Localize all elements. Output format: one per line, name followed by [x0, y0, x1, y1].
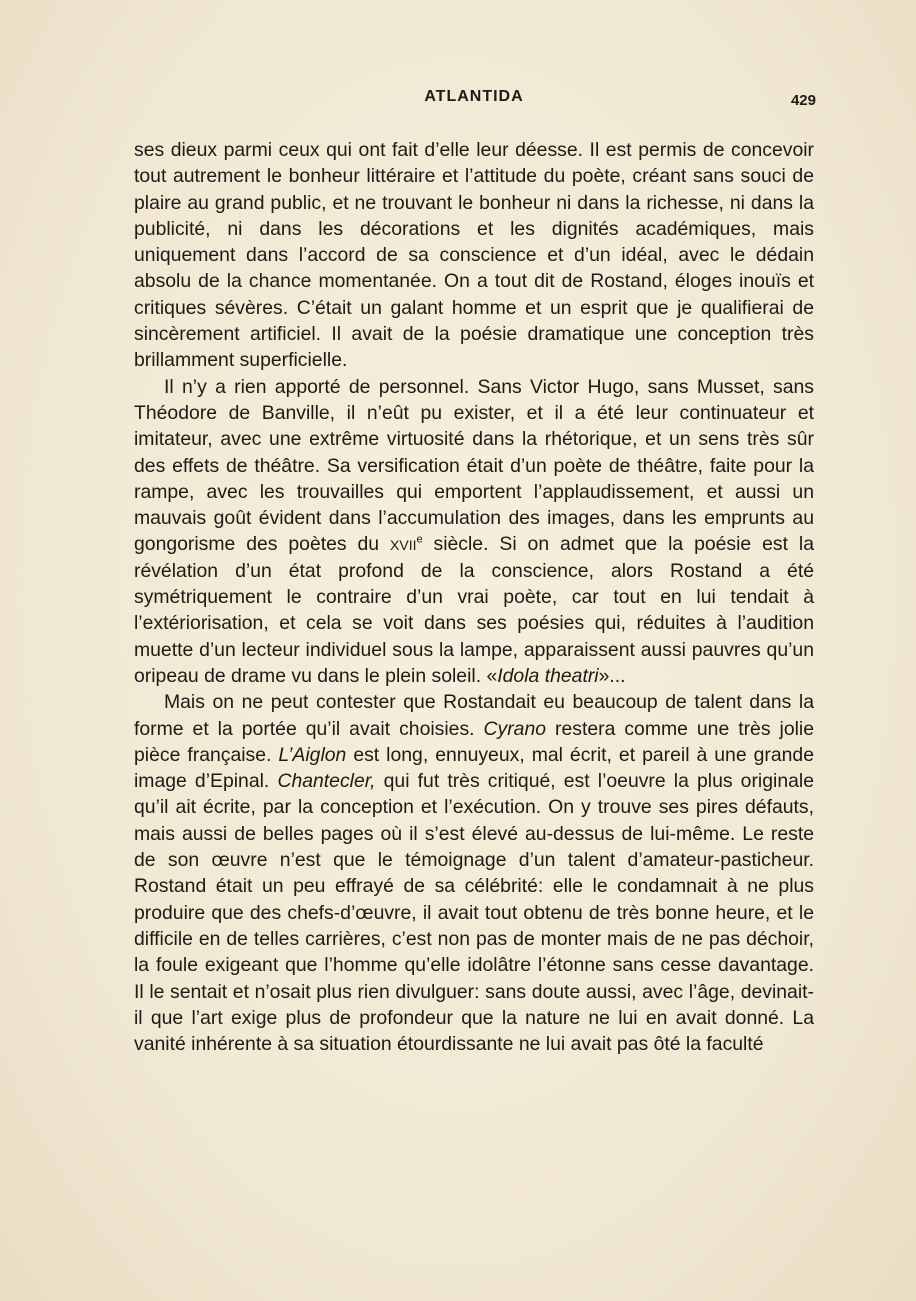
- page-number: 429: [790, 92, 816, 109]
- italic-text: Cyrano: [483, 717, 547, 740]
- running-head: [0, 88, 916, 112]
- text-run: Il n’y a rien apporté de personnel. Sans Victor Hugo, sans Musset, sans Théodore de Banville, il n’eût pu exister, et il a été leur continuateur et imitateur, avec une extrême virtuosité dans la rhétorique, et un sens très sûr des effets de théâtre. Sa versification était d’un poète de théâtre, faite pour la rampe, avec les trouvailles qui emportent l’applaudissement, et aussi un mauvais goût évident dans l’accumulation des images, dans les emprunts au gongorisme des poètes du: [134, 375, 814, 556]
- paragraph-3: [134, 689, 814, 1057]
- small-caps-text: xvii: [390, 533, 417, 556]
- body-text: [134, 137, 814, 1057]
- italic-text: Idola theatri: [497, 664, 599, 687]
- paragraph-1: [134, 137, 814, 374]
- text-run: »...: [598, 664, 626, 687]
- text-run: Mais on ne peut contester que Rostandait eu beaucoup de talent dans la forme et la portée qu’il avait choisies.: [134, 691, 814, 740]
- text-run: qui fut très critiqué, est l’oeuvre la plus originale qu’il ait écrite, par la conception et l’exécution. On y trouve ses pires défauts, mais aussi de belles pages où il s’est élevé au-dessus de lui-même. Le reste de son œuvre n’est que le témoignage d’un talent d’amateur-pasticheur. Rostand était un peu effrayé de sa célébrité: elle le condamnait à ne plus produire que des chefs-d’œuvre, il avait tout obtenu de très bonne heure, et le difficile en de telles carrières, c’est non pas de monter mais de ne pas déchoir, la foule exigeant que l’homme qu’elle idolâtre l’étonne sans cesse davantage. Il le sentait et n’osait plus rien divulguer: sans doute aussi, avec l’âge, devinait-il que l’art exige plus de profondeur que la nature ne lui en avait donné. La vanité inhérente à sa situation étourdissante ne lui avait pas ôté la faculté: [134, 770, 814, 1056]
- italic-text: L’Aiglon: [278, 743, 347, 766]
- paragraph-2: [134, 374, 814, 690]
- italic-text: Chantecler,: [277, 770, 376, 793]
- text-run: est long, ennuyeux, mal écrit, et pareil à une grande image d’Epinal.: [134, 743, 814, 793]
- running-title: ATLANTIDA: [424, 88, 524, 105]
- text-run: siècle. Si on admet que la poésie est la révélation d’un état profond de la conscience, alors Rostand a été symétriquement le contraire d’un vrai poète, car tout en lui tendait à l’extériorisation, et cela se voit dans ses poésies qui, réduites à l’audition muette d’un lecteur individuel sous la lampe, apparaissent aussi pauvres qu’un oripeau de drame vu dans le plein soleil. «: [134, 533, 814, 687]
- text-run: ses dieux parmi ceux qui ont fait d’elle leur déesse. Il est permis de concevoir tout autrement le bonheur littéraire et l’attitude du poète, créant sans souci de plaire au grand public, et ne trouvant le bonheur ni dans la richesse, ni dans la publicité, ni dans les décorations et les dignités académiques, mais uniquement dans l’accord de sa conscience et d’un idéal, avec le dédain absolu de la chance momentanée. On a tout dit de Rostand, éloges inouïs et critiques sévères. C’était un galant homme et un esprit que je qualifierai de sincèrement artificiel. Il avait de la poésie dramatique une conception très brillamment superficielle.: [134, 139, 814, 372]
- superscript-text: e: [416, 533, 423, 546]
- text-run: restera comme une très jolie pièce française.: [134, 717, 815, 766]
